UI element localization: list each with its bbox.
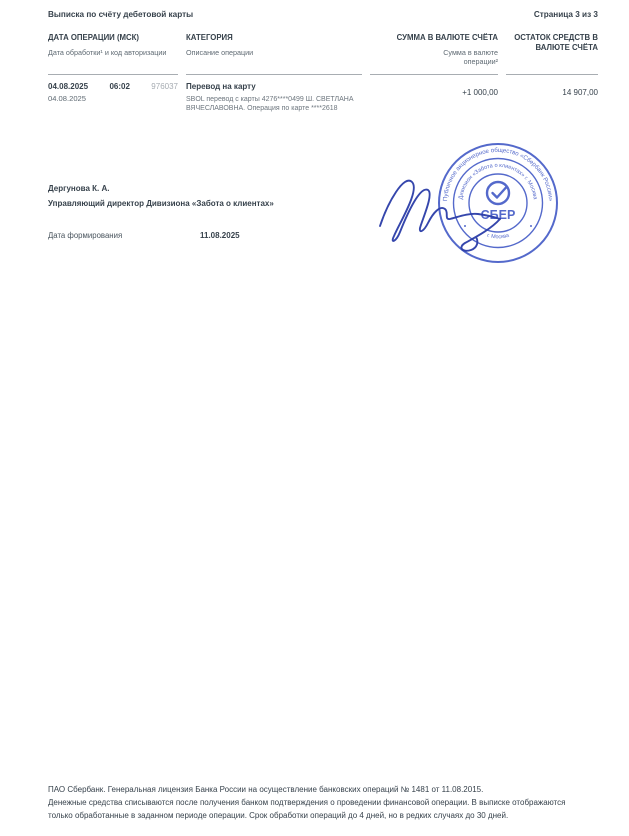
column-subtitle: Дата обработки¹ и код авторизации xyxy=(48,47,167,57)
transaction-amount: +1 000,00 xyxy=(462,87,498,97)
column-header-operation-date xyxy=(48,33,178,75)
stamp-inner-text: Дивизион «Забота о клиентах» г. Москва xyxy=(458,162,538,200)
authorization-code: 976037 xyxy=(151,81,178,91)
operation-time: 06:02 xyxy=(109,81,130,91)
stamp-outer-text: Публичное акционерное общество «Сбербанк России» xyxy=(441,146,554,202)
operation-date-line xyxy=(48,82,178,91)
formation-date-label: Дата формирования xyxy=(48,231,123,240)
column-header-category xyxy=(186,33,362,75)
cell-amount xyxy=(370,82,498,114)
table-row xyxy=(48,82,598,114)
footer-license: ПАО Сбербанк. Генеральная лицензия Банка России на осуществление банковских операций № 1481 от 11.08.2015. xyxy=(48,785,484,794)
column-title: СУММА В ВАЛЮТЕ СЧЁТА xyxy=(396,33,498,42)
stamp-bottom-text: г. Москва xyxy=(486,232,510,241)
document-title: Выписка по счёту дебетовой карты xyxy=(48,10,194,19)
operation-date: 04.08.2025 xyxy=(48,81,89,91)
formation-date-row xyxy=(48,231,240,240)
transaction-balance: 14 907,00 xyxy=(562,87,598,97)
cell-operation-date xyxy=(48,82,178,114)
column-title: ДАТА ОПЕРАЦИИ (МСК) xyxy=(48,33,140,42)
signatory-role: Управляющий директор Дивизиона «Забота о клиентах» xyxy=(48,199,274,208)
table-header xyxy=(48,33,598,75)
signatory-name: Дергунова К. А. xyxy=(48,184,110,193)
cell-balance xyxy=(506,82,598,114)
column-header-balance xyxy=(506,33,598,75)
transaction-description: SBOL перевод с карты 4276****0499 Ш. СВЕТЛАНА ВЯЧЕСЛАВОВНА. Операция по карте ****2618 xyxy=(186,95,354,112)
stamp-dot-right xyxy=(530,225,532,227)
footer-disclaimer xyxy=(48,783,572,822)
stamp-brand-text: СБЕР xyxy=(480,208,516,222)
cell-category xyxy=(186,82,362,114)
page-indicator: Страница 3 из 3 xyxy=(533,10,598,19)
topbar xyxy=(48,10,598,19)
signatory-block xyxy=(48,184,368,208)
footer-note: Денежные средства списываются после получения банком подтверждения о проведении финансовой операции. В выписке отображаются только обработанные в заданном периоде операции. Срок обработки операций до 4 дней, но в редких случаях до 30 дней. xyxy=(48,798,566,820)
column-subtitle: Сумма в валюте операции² xyxy=(443,47,498,66)
signature xyxy=(368,156,528,261)
column-header-amount xyxy=(370,33,498,75)
column-title: КАТЕГОРИЯ xyxy=(186,33,233,42)
column-subtitle: Описание операции xyxy=(186,47,254,57)
formation-date-value: 11.08.2025 xyxy=(200,231,240,240)
transactions-table xyxy=(48,33,598,114)
processing-date: 04.08.2025 xyxy=(48,93,87,103)
column-title: ОСТАТОК СРЕДСТВ В ВАЛЮТЕ СЧЁТА xyxy=(514,33,598,52)
transaction-category: Перевод на карту xyxy=(186,81,256,91)
